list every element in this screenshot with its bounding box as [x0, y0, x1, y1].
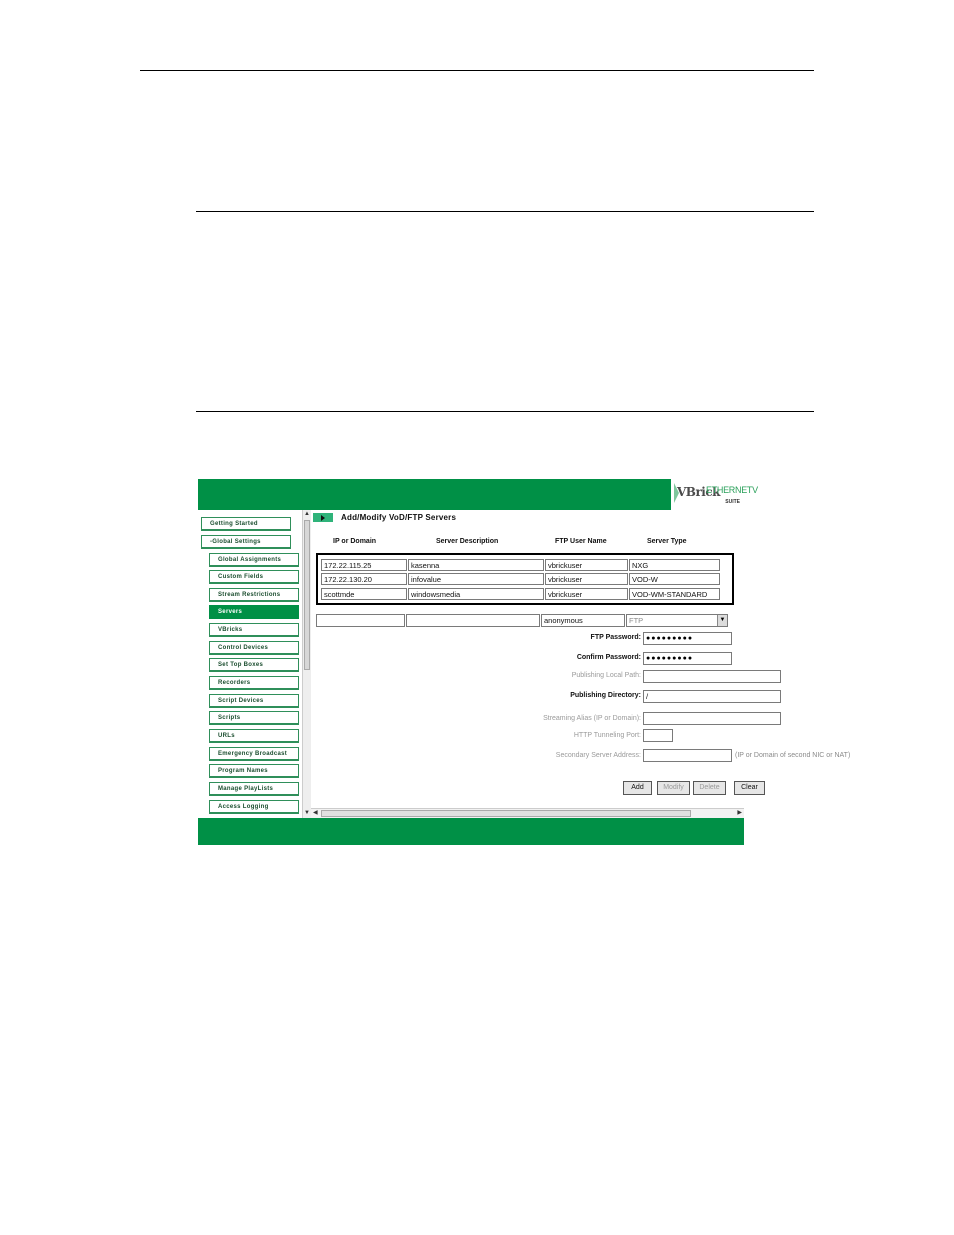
sidebar-item-stream-restrictions[interactable]: Stream Restrictions — [209, 588, 299, 602]
top-banner — [198, 479, 758, 510]
sidebar-scrollbar[interactable] — [302, 510, 311, 818]
logo-brand: VBrick — [677, 485, 720, 499]
sidebar-item-control-devices[interactable]: Control Devices — [209, 641, 299, 655]
scroll-up-icon[interactable]: ▲ — [304, 511, 310, 517]
section-arrow-icon — [313, 513, 333, 522]
table-cell[interactable]: scottmde — [321, 588, 407, 600]
sidebar-nav — [198, 510, 311, 818]
column-header-ftp-user: FTP User Name — [555, 538, 607, 545]
column-header-description: Server Description — [436, 538, 499, 545]
sidebar-item-program-names[interactable]: Program Names — [209, 764, 299, 778]
secondary-server-note: (IP or Domain of second NIC or NAT) — [735, 752, 851, 759]
sidebar-item-set-top-boxes[interactable]: Set Top Boxes — [209, 658, 299, 672]
new-description-input[interactable] — [406, 614, 540, 627]
delete-button[interactable]: Delete — [693, 781, 726, 795]
scrollbar-thumb[interactable] — [321, 810, 691, 817]
servers-table — [316, 553, 734, 605]
table-cell[interactable]: kasenna — [408, 559, 544, 571]
sidebar-item-servers[interactable]: Servers — [209, 605, 299, 619]
sidebar-item-script-devices[interactable]: Script Devices — [209, 694, 299, 708]
page-title: Add/Modify VoD/FTP Servers — [341, 513, 457, 522]
sidebar-item-scripts[interactable]: Scripts — [209, 711, 299, 725]
table-cell[interactable]: 172.22.115.25 — [321, 559, 407, 571]
sidebar-item-emergency-broadcast[interactable]: Emergency Broadcast — [209, 747, 299, 761]
sidebar-item-urls[interactable]: URLs — [209, 729, 299, 743]
sidebar-item-getting-started[interactable]: Getting Started — [201, 517, 291, 531]
sidebar-item-custom-fields[interactable]: Custom Fields — [209, 570, 299, 584]
scroll-left-icon[interactable]: ◀ — [313, 810, 318, 816]
column-header-server-type: Server Type — [647, 538, 687, 545]
local-path-label: Publishing Local Path: — [571, 672, 641, 679]
vbrick-logo — [669, 479, 758, 510]
streaming-alias-label: Streaming Alias (IP or Domain): — [543, 715, 641, 722]
sidebar-item-global-assignments[interactable]: Global Assignments — [209, 553, 299, 567]
http-tunneling-port-label: HTTP Tunneling Port: — [573, 732, 641, 739]
local-path-field[interactable] — [643, 670, 781, 683]
section-rule-1 — [196, 211, 814, 212]
sidebar-item-vbricks[interactable]: VBricks — [209, 623, 299, 637]
secondary-server-field[interactable] — [643, 749, 732, 762]
table-cell[interactable]: vbrickuser — [545, 573, 628, 585]
add-button[interactable]: Add — [623, 781, 652, 795]
app-screenshot — [198, 479, 851, 845]
ftp-password-field[interactable]: ●●●●●●●●● — [643, 632, 732, 645]
clear-button[interactable]: Clear — [734, 781, 765, 795]
logo-product: ETHERNETV — [706, 485, 758, 495]
chevron-down-icon[interactable]: ▼ — [717, 615, 727, 626]
bottom-banner — [198, 818, 744, 845]
table-cell[interactable]: 172.22.130.20 — [321, 573, 407, 585]
server-type-select[interactable] — [626, 614, 728, 627]
secondary-server-label: Secondary Server Address: — [555, 752, 641, 759]
server-type-selected: FTP — [629, 616, 644, 625]
sidebar-item-global-settings[interactable]: -Global Settings — [201, 535, 291, 549]
ftp-password-label: FTP Password: — [590, 634, 641, 641]
publishing-directory-field[interactable]: / — [643, 690, 781, 703]
publishing-directory-label: Publishing Directory: — [570, 692, 641, 699]
main-panel — [311, 510, 851, 818]
main-horizontal-scrollbar[interactable] — [311, 808, 744, 818]
table-cell[interactable]: vbrickuser — [545, 588, 628, 600]
scrollbar-thumb[interactable] — [304, 520, 310, 670]
new-ip-input[interactable] — [316, 614, 405, 627]
table-cell[interactable]: infovalue — [408, 573, 544, 585]
table-cell[interactable]: NXG — [629, 559, 720, 571]
table-cell[interactable]: vbrickuser — [545, 559, 628, 571]
confirm-password-field[interactable]: ●●●●●●●●● — [643, 652, 732, 665]
confirm-password-label: Confirm Password: — [576, 654, 641, 661]
sidebar-item-recorders[interactable]: Recorders — [209, 676, 299, 690]
table-cell[interactable]: windowsmedia — [408, 588, 544, 600]
streaming-alias-field[interactable] — [643, 712, 781, 725]
table-cell[interactable]: VOD-W — [629, 573, 720, 585]
modify-button[interactable]: Modify — [657, 781, 690, 795]
page-top-rule — [140, 70, 814, 71]
sidebar-item-access-logging[interactable]: Access Logging — [209, 800, 299, 814]
logo-suite: SUITE — [725, 499, 740, 505]
scroll-down-icon[interactable]: ▼ — [304, 810, 310, 816]
column-header-ip: IP or Domain — [333, 538, 377, 545]
scroll-right-icon[interactable]: ▶ — [737, 810, 742, 816]
new-ftp-user-input[interactable]: anonymous — [541, 614, 625, 627]
sidebar-item-manage-playlists[interactable]: Manage PlayLists — [209, 782, 299, 796]
table-cell[interactable]: VOD-WM-STANDARD — [629, 588, 720, 600]
http-tunneling-port-field[interactable] — [643, 729, 673, 742]
section-rule-2 — [196, 411, 814, 412]
